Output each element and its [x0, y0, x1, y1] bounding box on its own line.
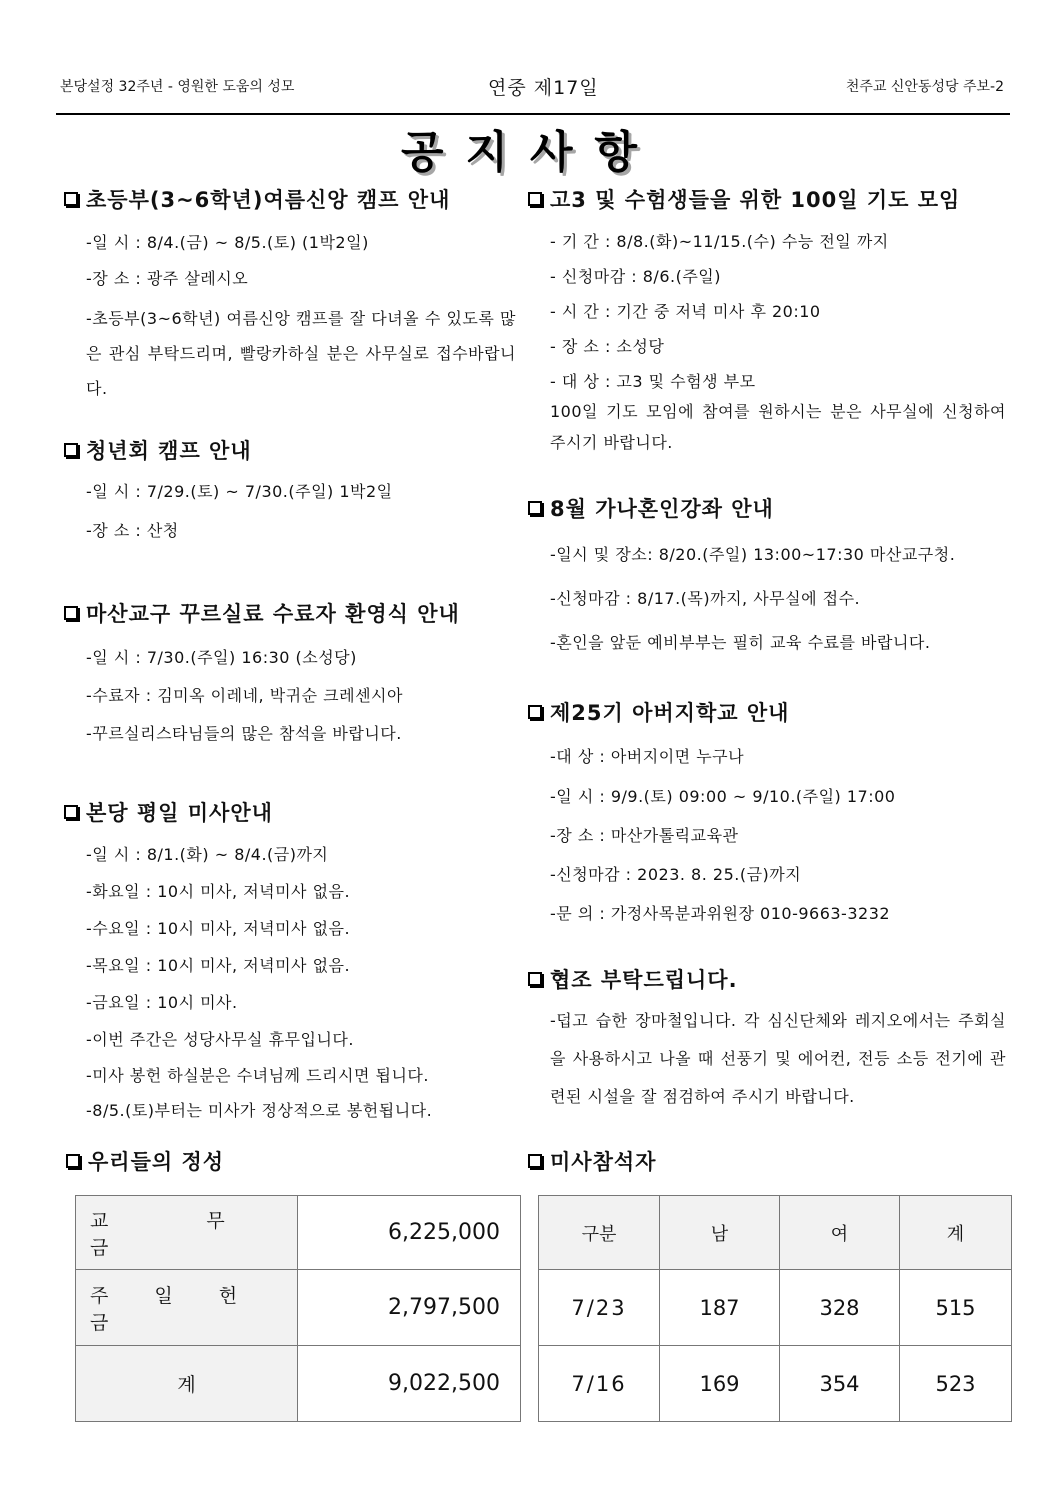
info-line: -금요일 : 10시 미사. — [86, 993, 238, 1012]
info-line: - 대 상 : 고3 및 수험생 부모 — [550, 372, 756, 391]
table-cell: 169 — [660, 1346, 780, 1422]
checkbox-bullet-icon — [64, 805, 78, 819]
checkbox-bullet-icon — [66, 1154, 80, 1168]
section-marriage-course — [528, 493, 1013, 653]
table-cell: 515 — [900, 1270, 1012, 1346]
offering-table — [75, 1195, 521, 1422]
offering-label: 계 — [76, 1346, 298, 1422]
info-line: -일 시 : 7/30.(주일) 16:30 (소성당) — [86, 648, 357, 667]
section-title: 마산교구 꾸르실료 수료자 환영식 안내 — [86, 602, 460, 626]
checkbox-bullet-icon — [528, 1154, 542, 1168]
section-fathers-school — [528, 697, 1013, 924]
bulletin-header — [58, 76, 1008, 106]
section-title: 우리들의 정성 — [88, 1150, 225, 1174]
info-line: - 장 소 : 소성당 — [550, 337, 665, 356]
section-100day-prayer — [528, 184, 1013, 458]
info-line: -수료자 : 김미옥 이레네, 박귀순 크레센시아 — [86, 686, 403, 705]
info-line: - 시 간 : 기간 중 저녁 미사 후 20:10 — [550, 302, 821, 321]
section-cooperation — [528, 964, 1013, 1116]
info-line: -미사 봉헌 하실분은 수녀님께 드리시면 됩니다. — [86, 1066, 429, 1085]
table-cell: 7/23 — [539, 1270, 660, 1346]
info-line: -일 시 : 8/1.(화) ~ 8/4.(금)까지 — [86, 845, 329, 864]
offering-label: 주 일 헌 금 — [76, 1270, 298, 1346]
column-header: 계 — [900, 1196, 1012, 1270]
section-title: 8월 가나혼인강좌 안내 — [550, 497, 774, 521]
checkbox-bullet-icon — [528, 705, 542, 719]
offering-label: 교 무 금 — [76, 1196, 298, 1270]
table-cell: 354 — [780, 1346, 900, 1422]
section-title: 제25기 아버지학교 안내 — [550, 701, 790, 725]
checkbox-bullet-icon — [528, 972, 542, 986]
table-cell: 523 — [900, 1346, 1012, 1422]
section-elementary-camp — [64, 184, 519, 406]
section-title: 본당 평일 미사안내 — [86, 801, 273, 825]
info-line: -꾸르실리스타님들의 많은 참석을 바랍니다. — [86, 724, 402, 743]
info-line: -8/5.(토)부터는 미사가 정상적으로 봉헌됩니다. — [86, 1101, 433, 1120]
header-center-text: 연중 제17일 — [488, 77, 599, 99]
header-left-text: 본당설정 32주년 - 영원한 도움의 성모 — [60, 79, 295, 95]
offering-value: 6,225,000 — [298, 1196, 521, 1270]
info-line: -장 소 : 마산가톨릭교육관 — [550, 826, 739, 845]
info-line: -수요일 : 10시 미사, 저녁미사 없음. — [86, 919, 351, 938]
info-line: -혼인을 앞둔 예비부부는 필히 교육 수료를 바랍니다. — [550, 633, 931, 652]
page-title: 공지사항 — [400, 127, 659, 178]
table-row — [76, 1346, 521, 1422]
info-line: -대 상 : 아버지이면 누구나 — [550, 747, 745, 766]
checkbox-bullet-icon — [528, 192, 542, 206]
section-youth-camp — [64, 435, 519, 541]
column-header: 여 — [780, 1196, 900, 1270]
table-row — [76, 1196, 521, 1270]
info-line: -일 시 : 7/29.(토) ~ 7/30.(주일) 1박2일 — [86, 482, 393, 501]
info-line: - 기 간 : 8/8.(화)~11/15.(수) 수능 전일 까지 — [550, 232, 889, 251]
section-paragraph: 100일 기도 모임에 참여를 원하시는 분은 사무실에 신청하여 주시기 바랍니다. — [550, 402, 1006, 452]
offering-heading — [66, 1146, 224, 1176]
section-title: 청년회 캠프 안내 — [86, 439, 252, 463]
section-title: 미사참석자 — [550, 1150, 657, 1174]
checkbox-bullet-icon — [64, 606, 78, 620]
checkbox-bullet-icon — [64, 192, 78, 206]
table-row — [539, 1270, 1012, 1346]
info-line: -이번 주간은 성당사무실 휴무입니다. — [86, 1030, 354, 1049]
column-header: 남 — [660, 1196, 780, 1270]
section-title: 협조 부탁드립니다. — [550, 968, 738, 992]
info-line: -신청마감 : 2023. 8. 25.(금)까지 — [550, 865, 802, 884]
info-line: -일 시 : 9/9.(토) 09:00 ~ 9/10.(주일) 17:00 — [550, 787, 896, 806]
section-title: 고3 및 수험생들을 위한 100일 기도 모임 — [550, 188, 961, 212]
offering-value: 9,022,500 — [298, 1346, 521, 1422]
section-weekday-mass — [64, 797, 519, 1121]
info-line: -목요일 : 10시 미사, 저녁미사 없음. — [86, 956, 351, 975]
info-line: -일시 및 장소: 8/20.(주일) 13:00~17:30 마산교구청. — [550, 545, 956, 564]
checkbox-bullet-icon — [528, 501, 542, 515]
section-paragraph: -초등부(3~6학년) 여름신앙 캠프를 잘 다녀올 수 있도록 많은 관심 부탁드리며, 빨랑카하실 분은 사무실로 접수바랍니다. — [86, 309, 516, 398]
info-line: -화요일 : 10시 미사, 저녁미사 없음. — [86, 882, 351, 901]
section-cursillo — [64, 598, 519, 744]
info-line: -장 소 : 광주 살레시오 — [86, 269, 249, 288]
table-cell: 187 — [660, 1270, 780, 1346]
info-line: -문 의 : 가정사목분과위원장 010-9663-3232 — [550, 904, 891, 923]
table-row — [76, 1270, 521, 1346]
header-divider — [56, 113, 1010, 115]
table-cell: 7/16 — [539, 1346, 660, 1422]
info-line: -일 시 : 8/4.(금) ~ 8/5.(토) (1박2일) — [86, 233, 369, 252]
section-title: 초등부(3~6학년)여름신앙 캠프 안내 — [86, 188, 451, 212]
attendance-heading — [528, 1146, 656, 1176]
checkbox-bullet-icon — [64, 443, 78, 457]
column-header: 구분 — [539, 1196, 660, 1270]
offering-value: 2,797,500 — [298, 1270, 521, 1346]
table-cell: 328 — [780, 1270, 900, 1346]
attendance-table — [538, 1195, 1012, 1422]
info-line: -신청마감 : 8/17.(목)까지, 사무실에 접수. — [550, 589, 861, 608]
table-header-row — [539, 1196, 1012, 1270]
info-line: -장 소 : 산청 — [86, 521, 179, 540]
info-line: - 신청마감 : 8/6.(주일) — [550, 267, 721, 286]
header-right-text: 천주교 신안동성당 주보-2 — [845, 79, 1004, 95]
table-row — [539, 1346, 1012, 1422]
section-paragraph: -덥고 습한 장마철입니다. 각 심신단체와 레지오에서는 주회실을 사용하시고 나올 때 선풍기 및 에어컨, 전등 소등 전기에 관련된 시설을 잘 점검하여 주시기 바랍니다. — [550, 1011, 1006, 1106]
